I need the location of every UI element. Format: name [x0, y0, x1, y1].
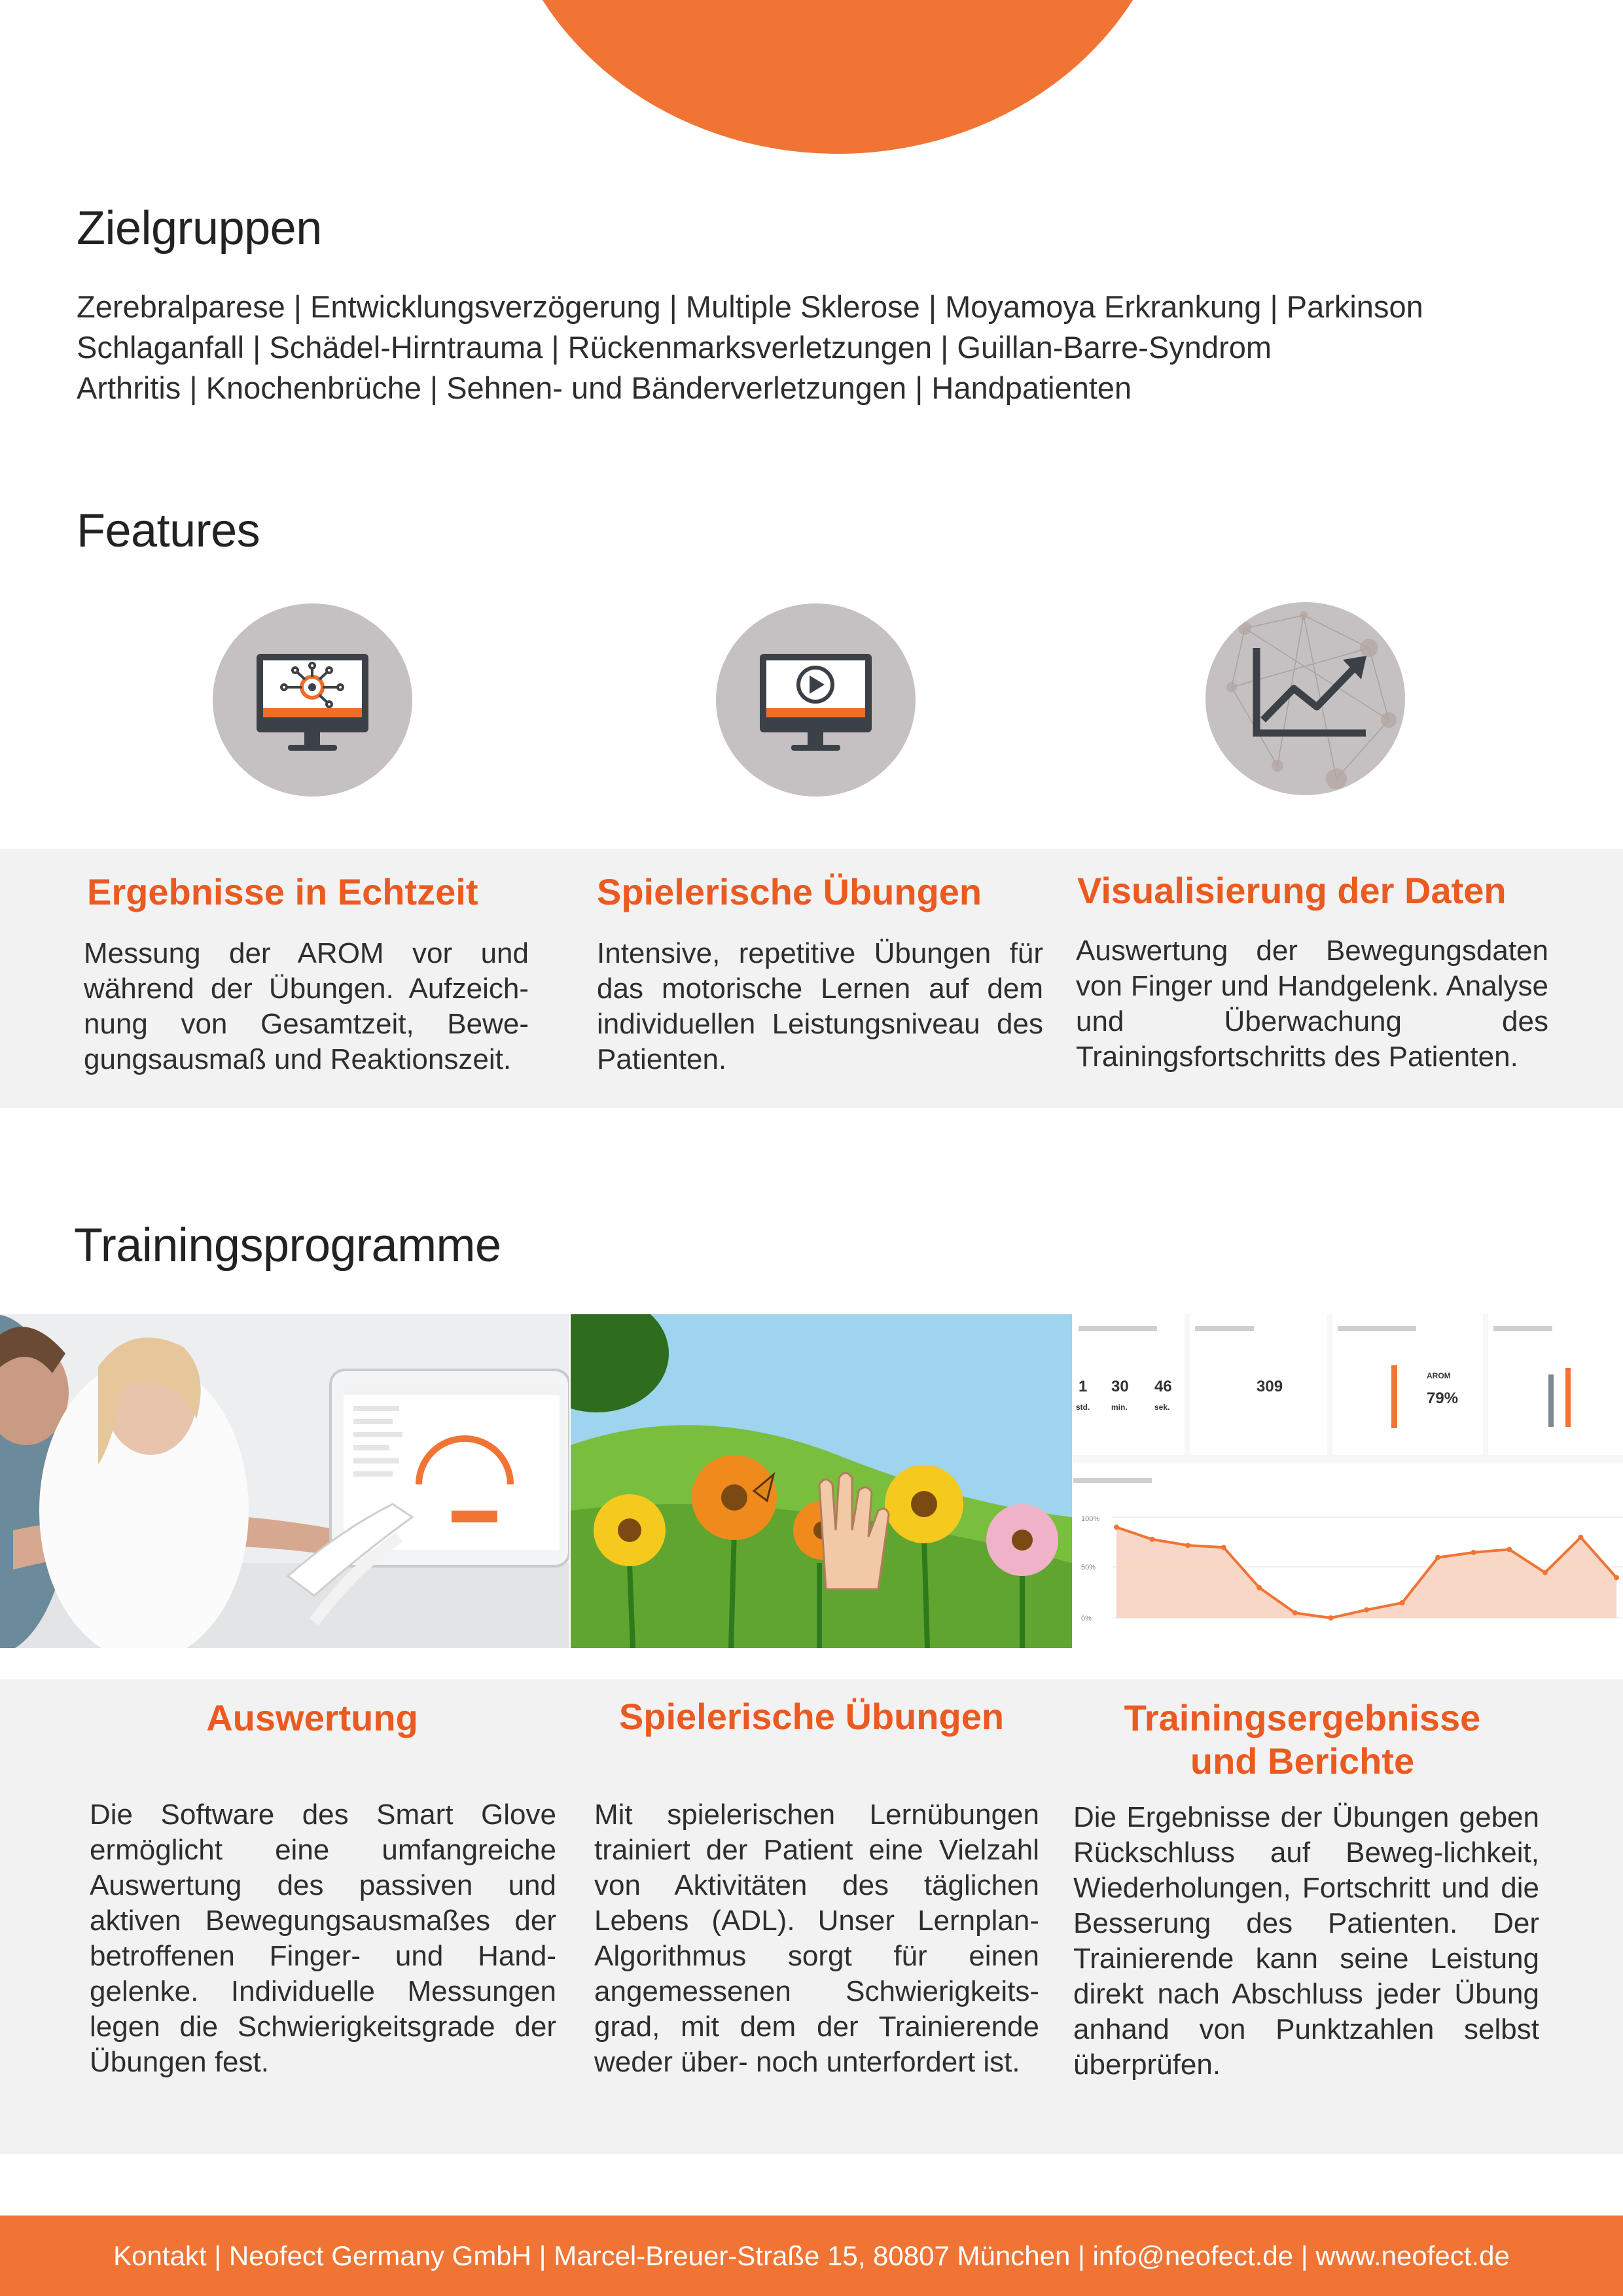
features-heading: Features: [77, 505, 260, 557]
feature-text: Messung der AROM vor und während der Übungen. Aufzeich-nung von Gesamtzeit, Bewe-gungsausmaß und Reaktionszeit.: [84, 937, 529, 1075]
time-hours: 1: [1079, 1378, 1088, 1395]
time-seconds: 46: [1154, 1378, 1172, 1395]
trend-point: [1257, 1585, 1262, 1590]
arom-label: AROM: [1427, 1371, 1451, 1380]
program-title: [1067, 1696, 1538, 1783]
feature-title: Visualisierung der Daten: [1077, 870, 1507, 911]
program-title: Spielerische Übungen: [618, 1696, 1005, 1737]
unit-minutes: min.: [1111, 1403, 1128, 1412]
monitor-play-icon: [716, 603, 916, 797]
trend-point: [1578, 1535, 1583, 1540]
trend-point: [1471, 1550, 1476, 1555]
trend-point: [1364, 1607, 1369, 1613]
axis-label: 50%: [1081, 1564, 1096, 1571]
program-text: Die Software des Smart Glove ermöglicht eine umfangreiche Auswertung des passiven und aktiven Bewegungsausmaßes der betroffenen Finger- und Hand-gelenke. Individuelle Messungen legen die Schwierigkeitsgrade der Übungen fest.: [90, 1799, 556, 2078]
trend-point: [1435, 1555, 1440, 1560]
unit-hours: std.: [1076, 1403, 1090, 1412]
axis-label: 0%: [1081, 1615, 1092, 1623]
trend-point: [1221, 1545, 1226, 1550]
training-programs-heading: Trainingsprogramme: [74, 1219, 501, 1272]
axis-label: 100%: [1081, 1515, 1100, 1523]
unit-seconds: sek.: [1154, 1403, 1170, 1412]
target-groups-line: Schlaganfall | Schädel-Hirntrauma | Rückenmarksverletzungen | Guillan-Barre-Syndrom: [77, 330, 1272, 365]
results-dashboard-screenshot: [1073, 1314, 1623, 1648]
trend-point: [1114, 1524, 1119, 1530]
program-text: Die Ergebnisse der Übungen geben Rückschluss auf Beweg-lichkeit, Wiederholungen, Fortschritt und die Besserung des Patienten. Der Trainierende kann seine Leistung direkt nach Abschluss jeder Übung anhand von Punktzahlen selbst überprüfen.: [1073, 1801, 1539, 2081]
feature-title: Ergebnisse in Echtzeit: [87, 871, 478, 912]
trend-point: [1185, 1543, 1190, 1548]
contact-footer: [0, 2215, 1623, 2296]
target-groups-line: Arthritis | Knochenbrüche | Sehnen- und Bänderverletzungen | Handpatienten: [77, 370, 1132, 405]
trend-point: [1400, 1600, 1405, 1605]
arom-value: 79%: [1427, 1390, 1459, 1407]
trend-point: [1614, 1575, 1619, 1580]
target-groups-heading: Zielgruppen: [77, 202, 322, 255]
target-groups-line: Zerebralparese | Entwicklungsverzögerung | Multiple Sklerose | Moyamoya Erkrankung | Parkinson: [77, 289, 1423, 324]
program-title-line: Trainingsergebnisse: [1124, 1697, 1481, 1738]
game-screenshot: [571, 1314, 1072, 1648]
trend-point: [1507, 1547, 1512, 1552]
trend-chart-icon: [1205, 602, 1405, 795]
trend-point: [1293, 1610, 1298, 1615]
program-title: Auswertung: [206, 1697, 418, 1738]
program-title-line: und Berichte: [1190, 1740, 1415, 1782]
therapy-session-photo: [0, 1314, 569, 1648]
target-groups-list: [77, 287, 1423, 408]
monitor-settings-icon: [213, 603, 412, 797]
decorative-orange-arc: [497, 0, 1178, 154]
program-text: Mit spielerischen Lernübungen trainiert der Patient eine Vielzahl von Aktivitäten des täglichen Lebens (ADL). Unser Lernplan-Algorithmus sorgt für einen angemessenen Schwierigkeits-grad, mit dem der Trainierende weder über- noch unterfordert ist.: [594, 1799, 1039, 2078]
movement-count: 309: [1257, 1378, 1283, 1395]
trend-point: [1328, 1615, 1333, 1621]
feature-title: Spielerische Übungen: [597, 871, 982, 912]
trend-point: [1150, 1537, 1155, 1542]
trend-point: [1543, 1570, 1548, 1575]
footer-contact-text: Kontakt | Neofect Germany GmbH | Marcel-Breuer-Straße 15, 80807 München | info@neofect.de | www.neofect.de: [113, 2240, 1510, 2271]
feature-text: Intensive, repetitive Übungen für das motorische Lernen auf dem individuellen Leistungsniveau des Patienten.: [597, 937, 1043, 1075]
time-minutes: 30: [1111, 1378, 1129, 1395]
feature-text: Auswertung der Bewegungsdaten von Finger und Handgelenk. Analyse und Überwachung des Trainingsfortschritts des Patienten.: [1076, 935, 1548, 1073]
